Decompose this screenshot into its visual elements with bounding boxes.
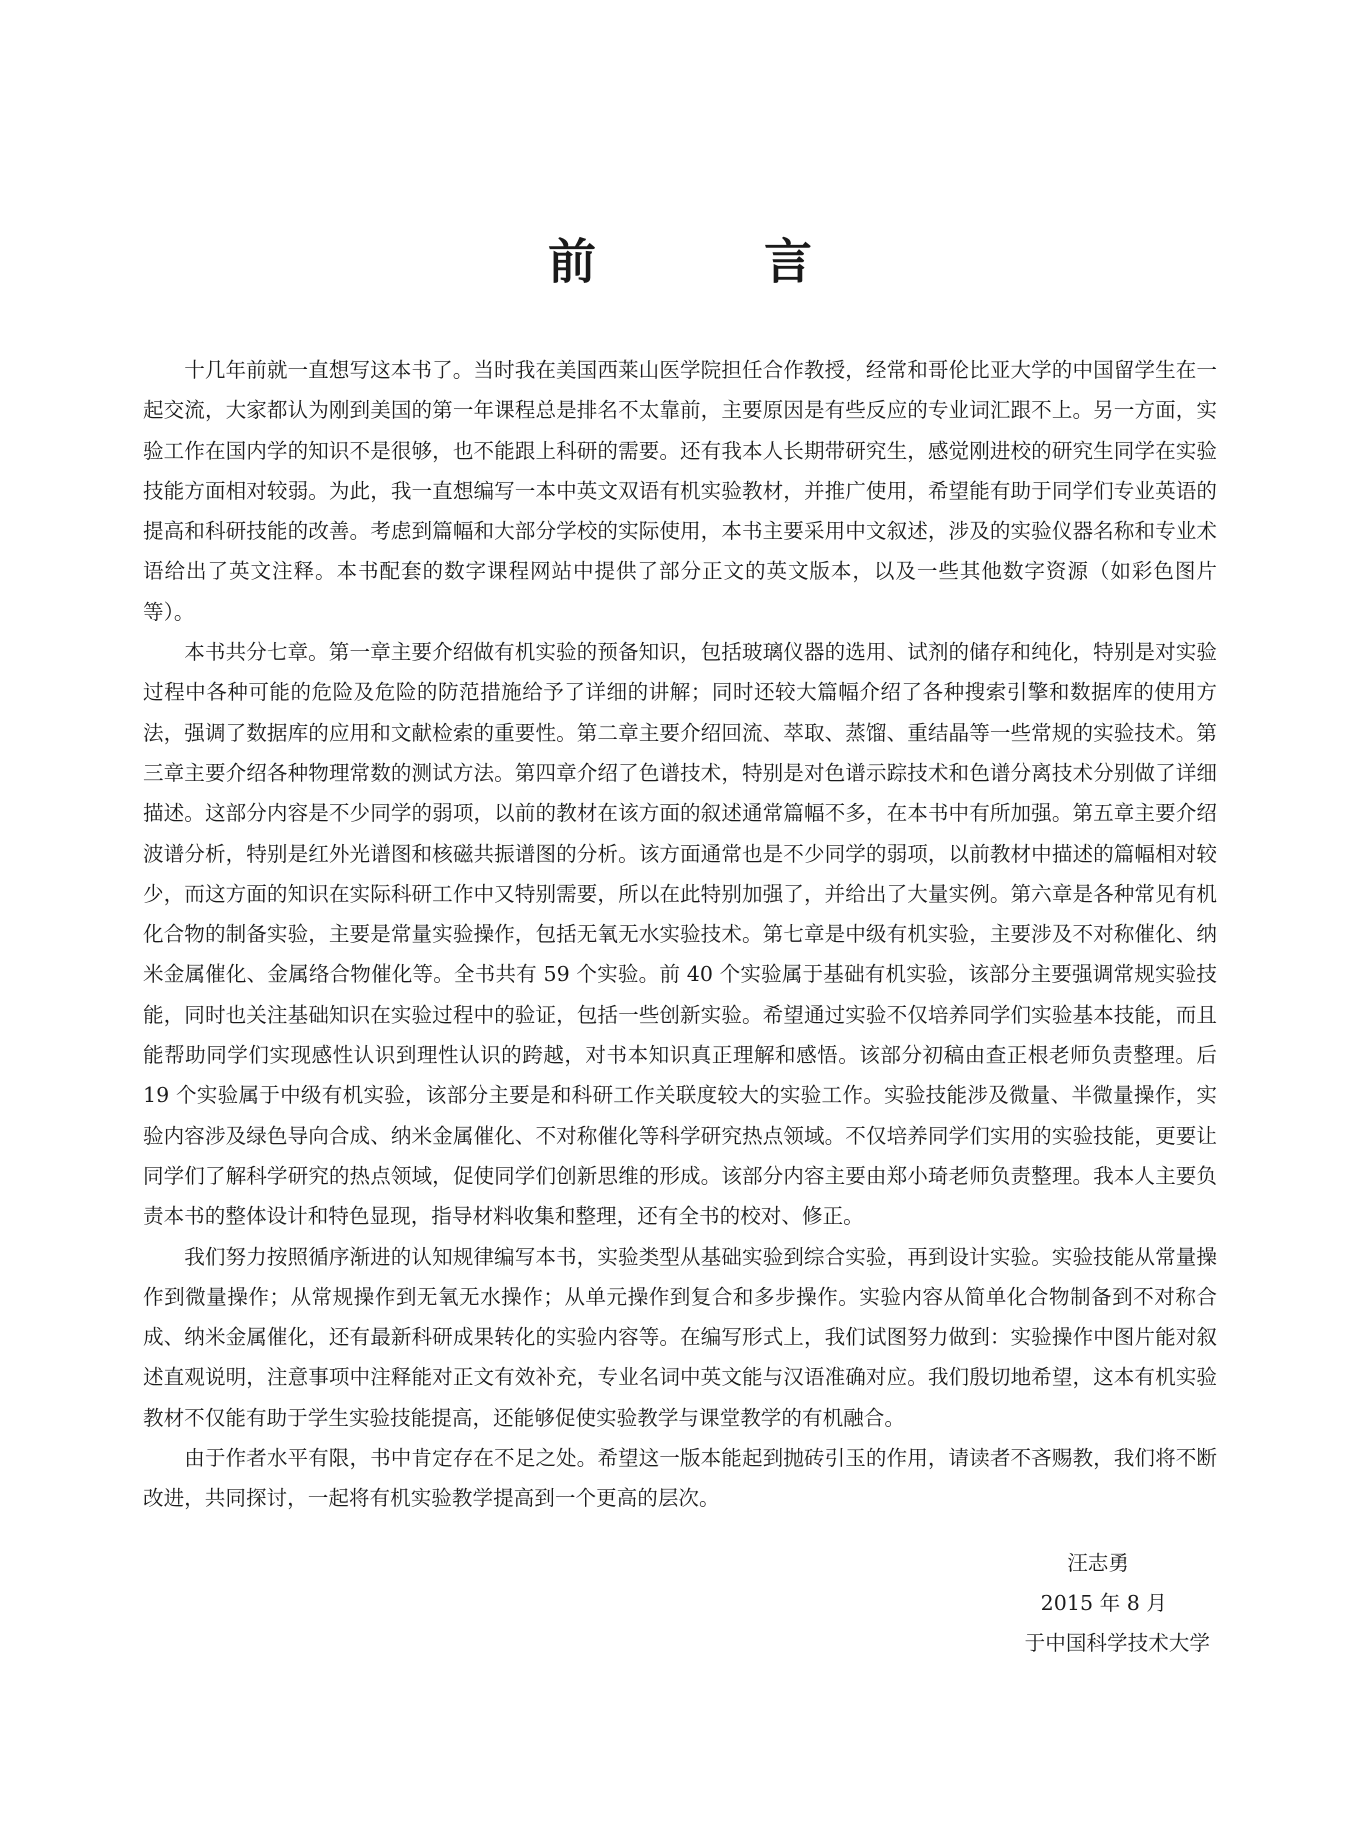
page-title: 前 言 <box>547 234 872 290</box>
preface-body <box>143 350 1217 1519</box>
signature-date: 2015 年 8 月 <box>1040 1591 1167 1615</box>
signature-block <box>900 1543 1210 1663</box>
paragraph-2: 本书共分七章。第一章主要介绍做有机实验的预备知识，包括玻璃仪器的选用、试剂的储存和纯化，特别是对实验过程中各种可能的危险及危险的防范措施给予了详细的讲解；同时还较大篇幅介绍了各种搜索引擎和数据库的使用方法，强调了数据库的应用和文献检索的重要性。第二章主要介绍回流、萃取、蒸馏、重结晶等一些常规的实验技术。第三章主要介绍各种物理常数的测试方法。第四章介绍了色谱技术，特别是对色谱示踪技术和色谱分离技术分别做了详细描述。这部分内容是不少同学的弱项，以前的教材在该方面的叙述通常篇幅不多，在本书中有所加强。第五章主要介绍波谱分析，特别是红外光谱图和核磁共振谱图的分析。该方面通常也是不少同学的弱项，以前教材中描述的篇幅相对较少，而这方面的知识在实际科研工作中又特别需要，所以在此特别加强了，并给出了大量实例。第六章是各种常见有机化合物的制备实验，主要是常量实验操作，包括无氧无水实验技术。第七章是中级有机实验，主要涉及不对称催化、纳米金属催化、金属络合物催化等。全书共有 59 个实验。前 40 个实验属于基础有机实验，该部分主要强调常规实验技能，同时也关注基础知识在实验过程中的验证，包括一些创新实验。希望通过实验不仅培养同学们实验基本技能，而且能帮助同学们实现感性认识到理性认识的跨越，对书本知识真正理解和感悟。该部分初稿由查正根老师负责整理。后 19 个实验属于中级有机实验，该部分主要是和科研工作关联度较大的实验工作。实验技能涉及微量、半微量操作，实验内容涉及绿色导向合成、纳米金属催化、不对称催化等科学研究热点领域。不仅培养同学们实用的实验技能，更要让同学们了解科学研究的热点领域，促使同学们创新思维的形成。该部分内容主要由郑小琦老师负责整理。我本人主要负责本书的整体设计和特色显现，指导材料收集和整理，还有全书的校对、修正。 <box>143 640 1217 1229</box>
paragraph-4: 由于作者水平有限，书中肯定存在不足之处。希望这一版本能起到抛砖引玉的作用，请读者不吝赐教，我们将不断改进，共同探讨，一起将有机实验教学提高到一个更高的层次。 <box>143 1446 1217 1511</box>
signature-author: 汪志勇 <box>1067 1551 1129 1575</box>
paragraph-1: 十几年前就一直想写这本书了。当时我在美国西莱山医学院担任合作教授，经常和哥伦比亚大学的中国留学生在一起交流，大家都认为刚到美国的第一年课程总是排名不太靠前，主要原因是有些反应的专业词汇跟不上。另一方面，实验工作在国内学的知识不是很够，也不能跟上科研的需要。还有我本人长期带研究生，感觉刚进校的研究生同学在实验技能方面相对较弱。为此，我一直想编写一本中英文双语有机实验教材，并推广使用，希望能有助于同学们专业英语的提高和科研技能的改善。考虑到篇幅和大部分学校的实际使用，本书主要采用中文叙述，涉及的实验仪器名称和专业术语给出了英文注释。本书配套的数字课程网站中提供了部分正文的英文版本，以及一些其他数字资源（如彩色图片等）。 <box>143 358 1217 624</box>
paragraph-3: 我们努力按照循序渐进的认知规律编写本书，实验类型从基础实验到综合实验，再到设计实验。实验技能从常量操作到微量操作；从常规操作到无氧无水操作；从单元操作到复合和多步操作。实验内容从简单化合物制备到不对称合成、纳米金属催化，还有最新科研成果转化的实验内容等。在编写形式上，我们试图努力做到：实验操作中图片能对叙述直观说明，注意事项中注释能对正文有效补充，专业名词中英文能与汉语准确对应。我们殷切地希望，这本有机实验教材不仅能有助于学生实验技能提高，还能够促使实验教学与课堂教学的有机融合。 <box>143 1244 1217 1430</box>
signature-place: 于中国科学技术大学 <box>1024 1631 1210 1655</box>
